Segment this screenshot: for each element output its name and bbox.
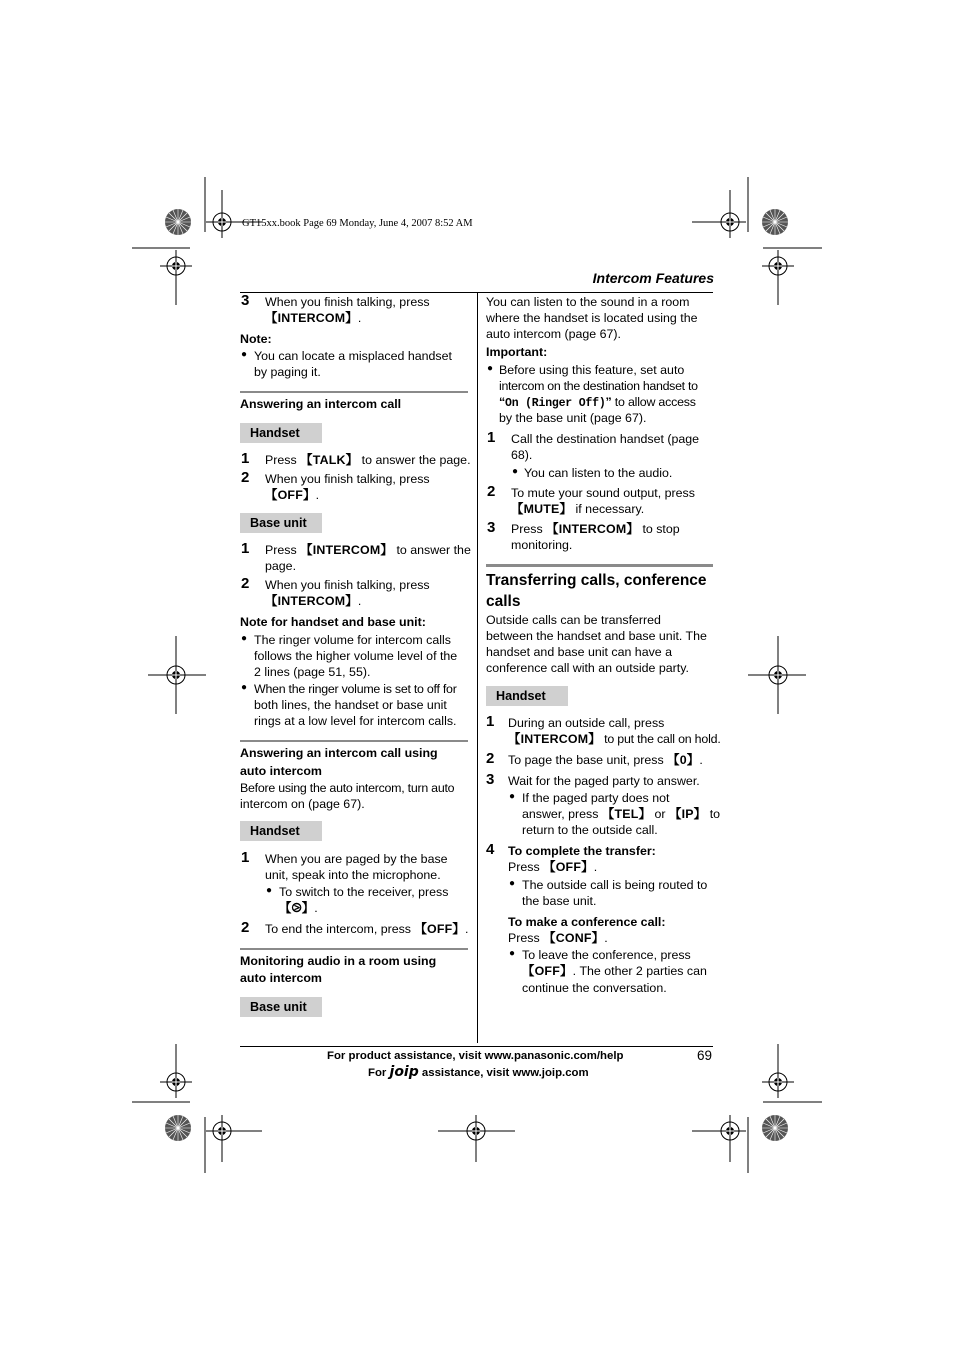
note-label: Note for handset and base unit: [240, 615, 426, 629]
step-number: 3 [486, 771, 495, 788]
section-text: handset and base unit can have a [486, 645, 673, 659]
handset-tab: Handset [240, 423, 322, 443]
section-text: You can listen to the sound in a room [486, 295, 690, 309]
section-text: conference call with an outside party. [486, 661, 689, 675]
step-title: To complete the transfer: [508, 844, 656, 858]
note-text: When the ringer volume is set to off for [254, 682, 457, 696]
mute-key: 【MUTE】 [511, 502, 573, 516]
joip-logo: joip [389, 1064, 419, 1080]
step-text: When you finish talking, press [265, 472, 430, 486]
step-number: 1 [486, 713, 495, 730]
section-heading: auto intercom [240, 764, 322, 778]
section-title: Transferring calls, conference [486, 572, 707, 589]
step-text: 【INTERCOM】. [265, 311, 362, 325]
bullet-icon: ● [509, 948, 516, 959]
print-info: GT15xx.book Page 69 Monday, June 4, 2007 8:52 AM [242, 218, 473, 229]
conf-key: 【CONF】 [543, 931, 605, 945]
note-text: rings at a low level for intercom calls. [254, 714, 457, 728]
step-number: 2 [241, 575, 250, 592]
step-text: answer, press 【TEL】 or 【IP】 to [522, 807, 721, 821]
speaker-key-icon: 【⧁】 [279, 901, 315, 915]
step-number: 2 [486, 750, 495, 767]
step-title: To make a conference call: [508, 915, 666, 929]
handset-tab: Handset [486, 686, 568, 706]
section-title: calls [486, 593, 521, 610]
note-text: follows the higher volume level of the [254, 649, 458, 663]
intercom-key: 【INTERCOM】 [265, 594, 358, 608]
talk-key: 【TALK】 [300, 453, 359, 467]
note-text: 2 lines (page 51, 55). [254, 665, 371, 679]
step-number: 1 [241, 540, 250, 557]
step-text: 【⧁】. [279, 901, 318, 915]
note-text: by paging it. [254, 365, 321, 379]
step-text: 【OFF】. [265, 488, 320, 502]
step-text: the base unit. [522, 894, 597, 908]
section-rule [240, 391, 468, 393]
step-number: 3 [241, 292, 250, 309]
step-text: Press 【TALK】 to answer the page. [265, 453, 471, 467]
note-text: The ringer volume for intercom calls [254, 633, 451, 647]
step-text: Press 【CONF】. [508, 931, 608, 945]
bullet-icon: ● [241, 682, 248, 693]
section-text: auto intercom (page 67). [486, 327, 621, 341]
page-number: 69 [697, 1048, 713, 1063]
step-text: You can listen to the audio. [524, 466, 673, 480]
off-key: 【OFF】 [414, 922, 466, 936]
step-text: return to the outside call. [522, 823, 658, 837]
step-text: Wait for the paged party to answer. [508, 774, 700, 788]
step-text: 【MUTE】 if necessary. [511, 502, 645, 516]
step-number: 4 [486, 841, 495, 858]
step-text: To leave the conference, press [522, 948, 691, 962]
step-number: 1 [487, 429, 496, 446]
step-text: To end the intercom, press 【OFF】. [265, 922, 469, 936]
step-number: 2 [241, 919, 250, 936]
step-text: unit, speak into the microphone. [265, 868, 441, 882]
section-rule [486, 564, 713, 567]
important-text: intercom on the destination handset to [499, 379, 698, 393]
bullet-icon: ● [241, 633, 248, 644]
footer-rule [240, 1046, 713, 1047]
step-number: 1 [241, 450, 250, 467]
tel-key: 【TEL】 [601, 807, 652, 821]
off-key: 【OFF】 [265, 488, 316, 502]
bullet-icon: ● [512, 466, 519, 477]
step-text: When you finish talking, press [265, 578, 430, 592]
ip-key: 【IP】 [668, 807, 707, 821]
base-unit-tab: Base unit [240, 513, 322, 533]
important-text: Before using this feature, set auto [499, 363, 685, 377]
step-text: Press 【INTERCOM】 to stop [511, 522, 680, 536]
bullet-icon: ● [241, 349, 248, 360]
step-text: 68). [511, 448, 533, 462]
section-heading: Answering an intercom call using [240, 746, 438, 760]
step-text: 【OFF】. The other 2 parties can [522, 964, 707, 978]
section-rule [240, 948, 468, 950]
step-text: To switch to the receiver, press [279, 885, 449, 899]
intercom-key: 【INTERCOM】 [300, 543, 393, 557]
intercom-key: 【INTERCOM】 [265, 311, 358, 325]
section-heading: Monitoring audio in a room using [240, 954, 437, 968]
intercom-key: 【INTERCOM】 [546, 522, 639, 536]
step-text: 【INTERCOM】 to put the call on hold. [508, 732, 721, 746]
section-text: Before using the auto intercom, turn auto [240, 781, 455, 795]
step-text: To mute your sound output, press [511, 486, 695, 500]
note-text: both lines, the handset or base unit [254, 698, 447, 712]
step-number: 2 [487, 483, 496, 500]
step-number: 1 [241, 849, 250, 866]
section-text: Outside calls can be transferred [486, 613, 661, 627]
off-key: 【OFF】 [522, 964, 573, 978]
bullet-icon: ● [487, 363, 494, 374]
section-header: Intercom Features [592, 270, 714, 286]
bullet-icon: ● [266, 885, 273, 896]
section-rule [240, 740, 468, 742]
step-number: 3 [487, 519, 496, 536]
column-divider [477, 292, 478, 1043]
step-text: 【INTERCOM】. [265, 594, 362, 608]
bullet-icon: ● [509, 791, 516, 802]
section-heading: auto intercom [240, 971, 322, 985]
footer-joip-link[interactable]: For joip assistance, visit www.joip.com [368, 1064, 589, 1080]
step-number: 2 [241, 469, 250, 486]
step-text: Press 【OFF】. [508, 860, 598, 874]
section-text: between the handset and base unit. The [486, 629, 707, 643]
off-key: 【OFF】 [543, 860, 594, 874]
footer-help-link[interactable]: For product assistance, visit www.panasonic.com/help [327, 1050, 624, 1062]
step-text: page. [265, 559, 297, 573]
section-text: where the handset is located using the [486, 311, 698, 325]
step-text: When you are paged by the base [265, 852, 448, 866]
section-heading: Answering an intercom call [240, 397, 402, 411]
step-text: The outside call is being routed to [522, 878, 708, 892]
handset-tab: Handset [240, 821, 322, 841]
step-text: To page the base unit, press 【0】. [508, 753, 703, 767]
bullet-icon: ● [509, 878, 516, 889]
step-text: If the paged party does not [522, 791, 670, 805]
section-text: intercom on (page 67). [240, 797, 365, 811]
step-text: monitoring. [511, 538, 573, 552]
note-label: Note: [240, 332, 272, 346]
ringer-setting: On (Ringer Off) [505, 397, 606, 410]
important-text: “On (Ringer Off)” to allow access [499, 395, 696, 410]
step-text: During an outside call, press [508, 716, 665, 730]
important-text: by the base unit (page 67). [499, 411, 647, 425]
note-text: You can locate a misplaced handset [254, 349, 452, 363]
step-text: When you finish talking, press [265, 295, 430, 309]
step-text: Call the destination handset (page [511, 432, 700, 446]
step-text: continue the conversation. [522, 981, 667, 995]
intercom-key: 【INTERCOM】 [508, 732, 601, 746]
base-unit-tab: Base unit [240, 997, 322, 1017]
important-label: Important: [486, 345, 548, 359]
zero-key: 【0】 [667, 753, 700, 767]
step-text: Press 【INTERCOM】 to answer the [265, 543, 471, 557]
